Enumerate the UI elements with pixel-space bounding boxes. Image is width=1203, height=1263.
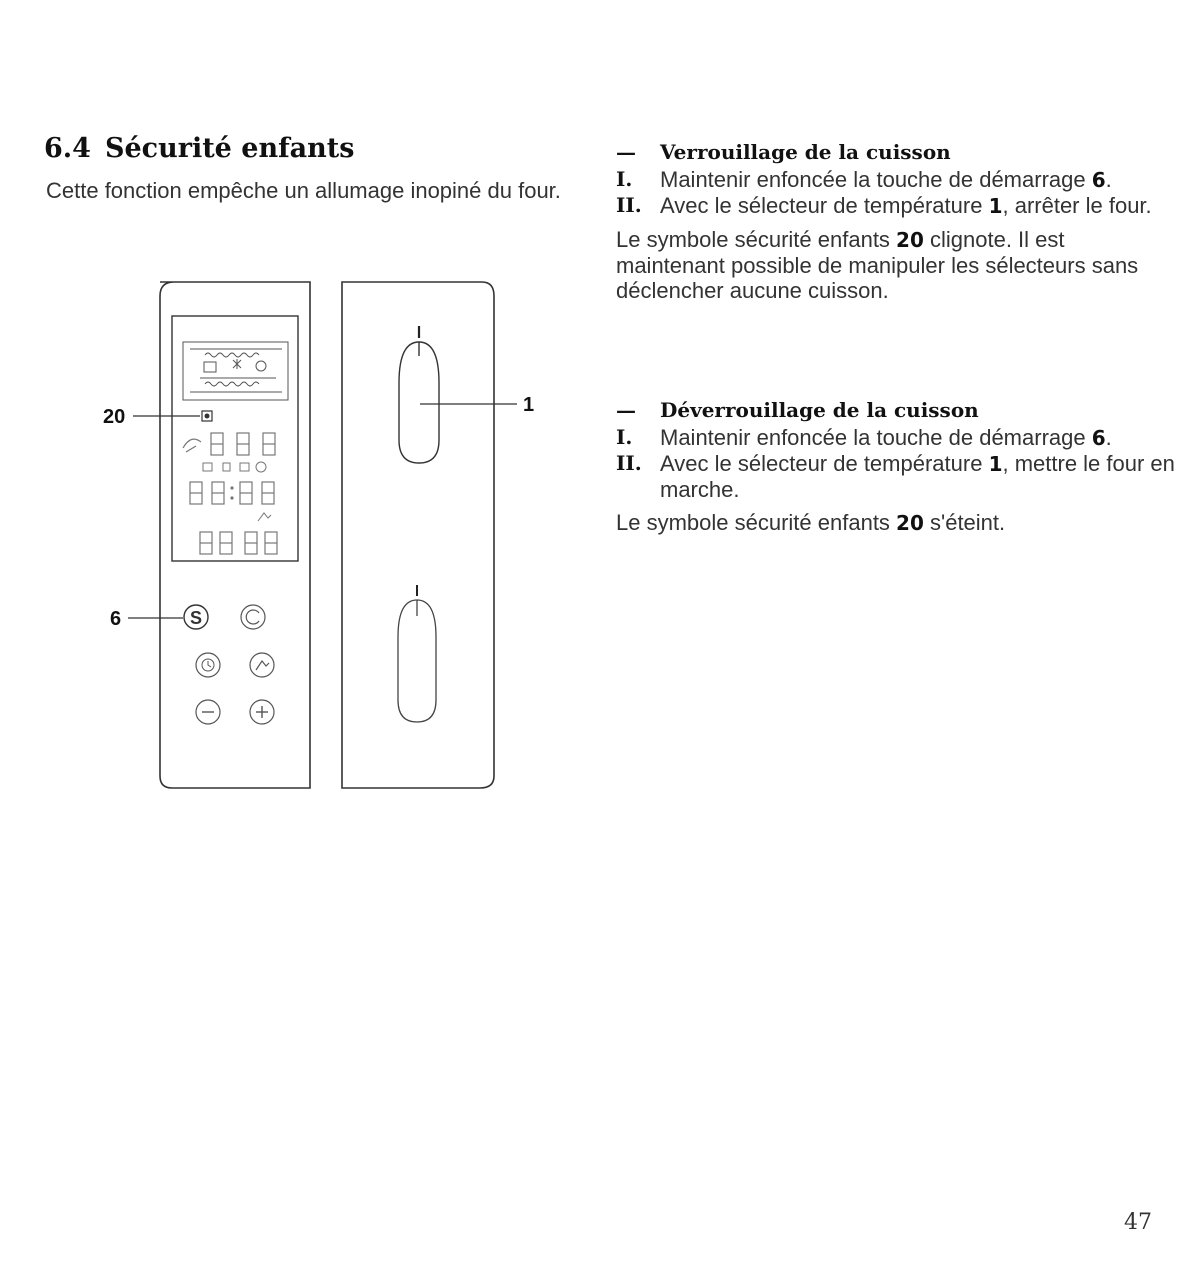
minus-button[interactable] bbox=[196, 700, 220, 724]
ref-start-button: 6 bbox=[1091, 168, 1106, 192]
probe-button[interactable] bbox=[250, 653, 274, 677]
callout-label-20: 20 bbox=[103, 406, 126, 428]
lock-section bbox=[616, 140, 1176, 303]
ref-display-symbol: 20 bbox=[896, 228, 924, 252]
unlock-title: Déverrouillage de la cuisson bbox=[660, 398, 979, 422]
svg-text:S: S bbox=[189, 608, 203, 628]
digit-row-temp bbox=[183, 433, 275, 455]
ref-temp-selector: 1 bbox=[988, 194, 1003, 218]
step-numeral: II. bbox=[616, 451, 642, 475]
right-panel-outline bbox=[342, 282, 494, 788]
clock-button[interactable] bbox=[196, 653, 220, 677]
lock-step-1 bbox=[616, 167, 1176, 193]
lock-heading bbox=[616, 140, 1176, 167]
callout-label-6: 6 bbox=[110, 608, 122, 630]
digit-row-probe bbox=[200, 532, 277, 554]
start-button[interactable] bbox=[184, 605, 208, 629]
step-text: Avec le sélecteur de température 1, mettre le four en marche. bbox=[660, 451, 1175, 502]
ref-start-button: 6 bbox=[1091, 426, 1106, 450]
lock-note: Le symbole sécurité enfants 20 clignote. Il est maintenant possible de manipuler les sélecteurs sans déclencher aucune cuisson. bbox=[616, 227, 1139, 303]
unlock-note: Le symbole sécurité enfants 20 s'éteint. bbox=[616, 510, 1006, 535]
lock-step-2 bbox=[616, 193, 1176, 219]
unlock-dash: — bbox=[616, 398, 636, 422]
lock-title: Verrouillage de la cuisson bbox=[660, 140, 951, 164]
page-number: 47 bbox=[1124, 1210, 1152, 1235]
temperature-selector-knob[interactable] bbox=[399, 326, 439, 463]
unlock-step-1 bbox=[616, 425, 1176, 451]
step-text: Avec le sélecteur de température 1, arrêter le four. bbox=[660, 193, 1152, 218]
display-window bbox=[172, 316, 298, 561]
stop-button[interactable] bbox=[241, 605, 265, 629]
step-text: Maintenir enfoncée la touche de démarrage 6. bbox=[660, 425, 1112, 450]
mode-symbols bbox=[190, 349, 282, 392]
probe-symbol bbox=[258, 513, 271, 521]
section-heading: Sécurité enfants bbox=[104, 133, 355, 164]
unlock-section bbox=[616, 398, 1176, 536]
lock-dash: — bbox=[616, 140, 636, 164]
section-number: 6.4 bbox=[44, 133, 91, 164]
section-intro: Cette fonction empêche un allumage inopiné du four. bbox=[46, 178, 561, 203]
digit-row-clock bbox=[190, 482, 274, 504]
step-numeral: I. bbox=[616, 167, 633, 191]
unlock-step-2 bbox=[616, 451, 1176, 502]
callout-label-1: 1 bbox=[523, 394, 535, 416]
unlock-heading bbox=[616, 398, 1176, 425]
step-numeral: II. bbox=[616, 193, 642, 217]
function-selector-knob[interactable] bbox=[398, 585, 436, 722]
step-text: Maintenir enfoncée la touche de démarrage 6. bbox=[660, 167, 1112, 192]
ref-display-symbol: 20 bbox=[896, 511, 924, 535]
ref-temp-selector: 1 bbox=[988, 452, 1003, 476]
step-numeral: I. bbox=[616, 425, 633, 449]
plus-button[interactable] bbox=[250, 700, 274, 724]
display-mode-box bbox=[183, 342, 288, 400]
timer-symbols bbox=[203, 462, 266, 472]
